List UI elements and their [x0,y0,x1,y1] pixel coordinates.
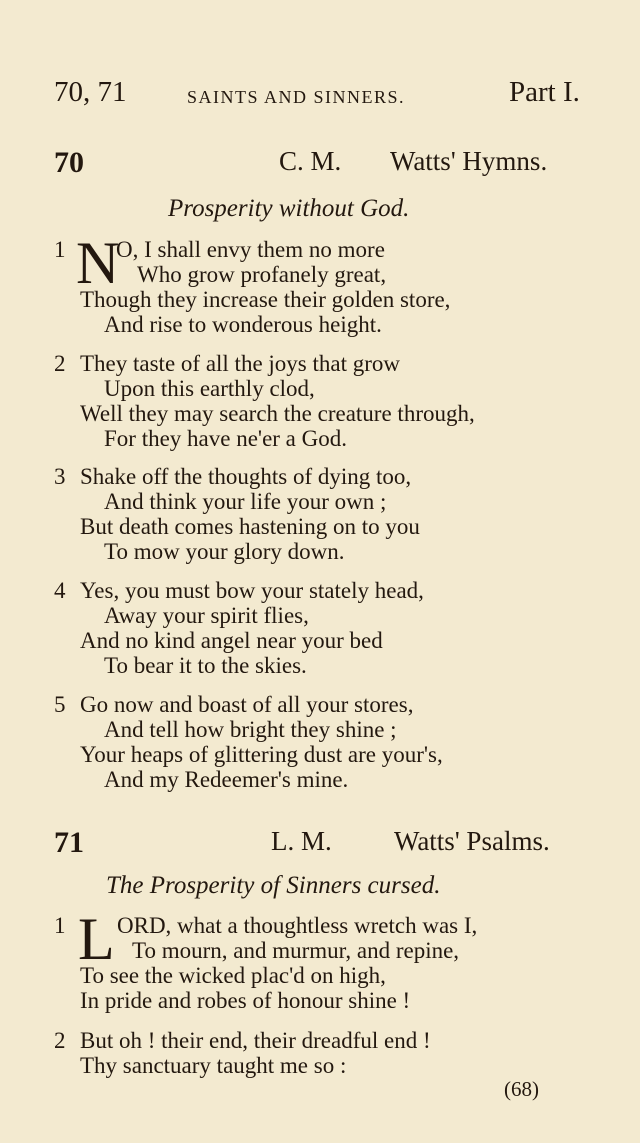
verse-line: But death comes hastening on to you [80,514,420,539]
verse-line: Though they increase their golden store, [80,287,451,312]
verse-line: Shake off the thoughts of dying too, [80,464,412,489]
verse-line: To mourn, and murmur, and repine, [132,938,460,963]
verse-line: To bear it to the skies. [104,653,307,678]
verse-number: 3 [54,464,66,489]
hymn-meter: L. M. [271,826,332,856]
header-part: Part I. [509,76,580,108]
verse-line: Who grow profanely great, [137,262,387,287]
verse-line: ORD, what a thoughtless wretch was I, [117,913,478,938]
hymn-meter: C. M. [279,146,342,176]
verse-line: And tell how bright they shine ; [104,717,397,742]
hymn-source: Watts' Hymns. [390,146,548,176]
hymn-title: The Prosperity of Sinners cursed. [106,872,441,899]
hymn-number: 71 [54,826,84,859]
hymn-number: 70 [54,146,84,179]
verse-line: Well they may search the creature through, [80,401,475,426]
verse-line: And rise to wonderous height. [104,312,382,337]
verse-line: But oh ! their end, their dreadful end ! [80,1028,431,1053]
verse-number: 1 [54,237,66,262]
verse-line: O, I shall envy them no more [116,237,385,262]
verse-line: In pride and robes of honour shine ! [80,988,411,1013]
verse-number: 2 [54,1028,66,1053]
drop-cap: L [78,906,115,972]
header-title: SAINTS AND SINNERS. [187,87,406,107]
page-number: (68) [504,1077,539,1101]
verse-number: 4 [54,578,66,603]
verse-line: Away your spirit flies, [104,603,309,628]
verse-line: Thy sanctuary taught me so : [80,1053,347,1078]
verse-number: 5 [54,692,66,717]
verse-line: Upon this earthly clod, [104,376,315,401]
verse-number: 1 [54,913,66,938]
hymn-title: Prosperity without God. [168,195,410,222]
verse-line: And my Redeemer's mine. [104,767,349,792]
verse-line: To mow your glory down. [104,539,345,564]
verse-line: Your heaps of glittering dust are your's, [80,742,443,767]
header-page-range: 70, 71 [54,76,127,108]
verse-line: They taste of all the joys that grow [80,351,401,376]
drop-cap: N [76,230,120,296]
verse-line: Go now and boast of all your stores, [80,692,414,717]
verse-line: And no kind angel near your bed [80,628,383,653]
verse-line: Yes, you must bow your stately head, [80,578,424,603]
verse-number: 2 [54,351,66,376]
verse-line: And think your life your own ; [104,489,387,514]
verse-line: For they have ne'er a God. [104,426,348,451]
verse-line: To see the wicked plac'd on high, [80,963,386,988]
hymn-source: Watts' Psalms. [394,826,550,856]
